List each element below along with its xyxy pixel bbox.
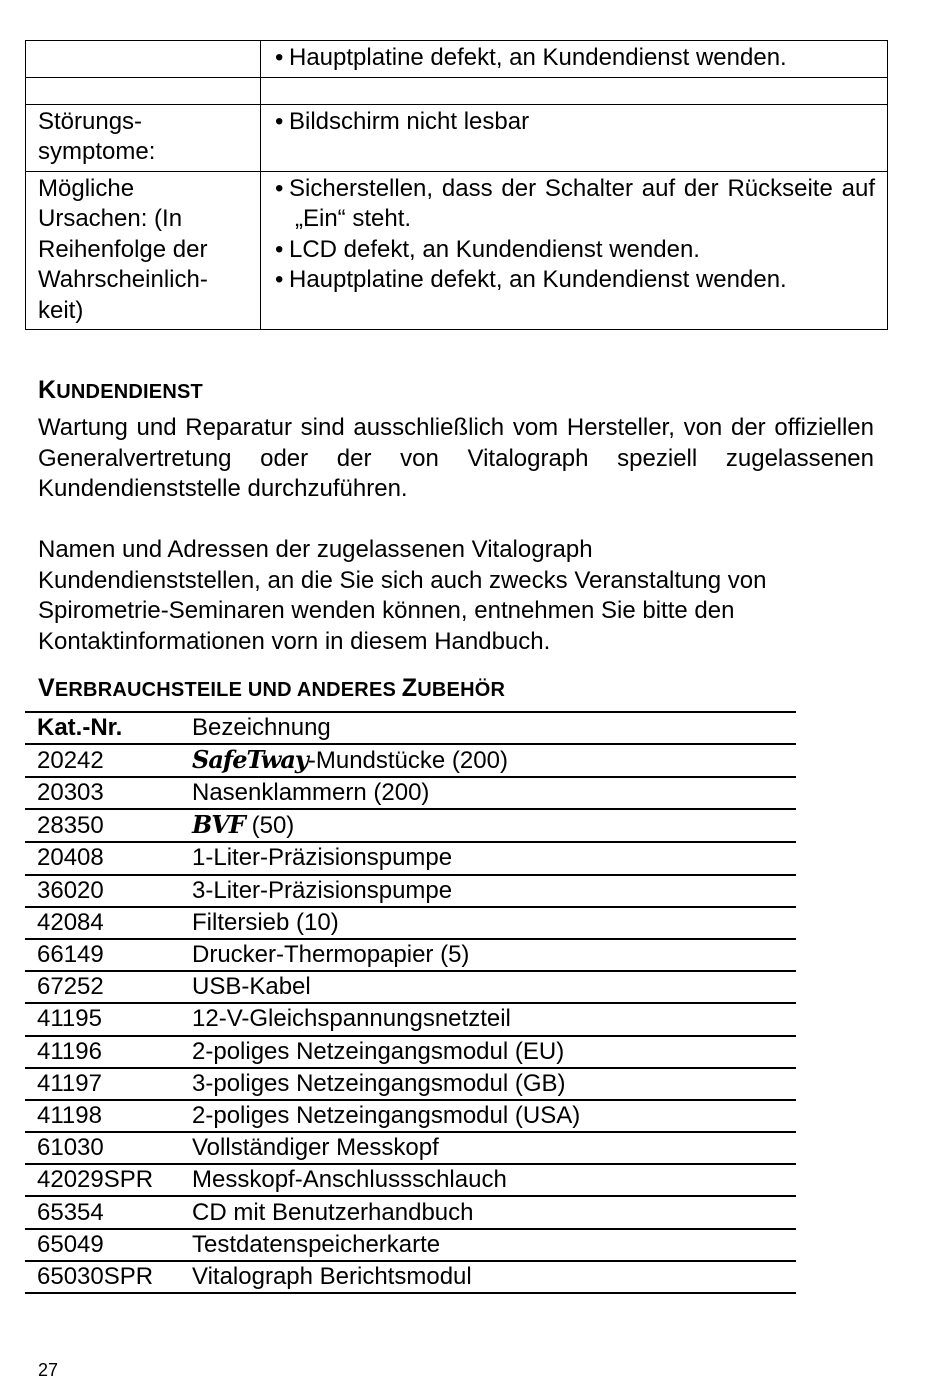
catalog-description [180,1164,796,1196]
heading-rest: UNDENDIENST [56,381,203,403]
list-item-text: Hauptplatine defekt, an Kundendienst wenden. [289,266,787,293]
paragraph-line: Spirometrie-Seminaren wenden können, entnehmen Sie bitte den [38,597,735,624]
description-text: Vollständiger Messkopf [192,1134,439,1162]
table-row [25,939,796,971]
catalog-description [180,809,796,842]
heading-initial: V [38,674,55,702]
catalog-number: 67252 [25,971,180,1003]
catalog-number: 65049 [25,1229,180,1261]
catalog-number: 41198 [25,1100,180,1132]
page-number: 27 [38,1360,59,1380]
table-cell [261,41,888,78]
description-text: Vitalograph Berichtsmodul [192,1262,472,1290]
description-text: USB-Kabel [192,973,311,1001]
table-row [25,875,796,907]
label-line: Mögliche [38,174,135,202]
section-heading-consumables [38,674,505,703]
causes-label [26,171,261,330]
table-row [25,907,796,939]
table-cell [261,77,888,104]
label-line: Störungs- [38,107,143,135]
catalog-description [180,744,796,777]
table-row [25,1261,796,1293]
table-row [25,1196,796,1228]
label-line: Reihenfolge der [38,235,208,263]
catalog-description [180,842,796,874]
catalog-table [25,711,796,1294]
table-row [25,744,796,777]
section-heading-service [38,376,203,405]
table-row [25,1100,796,1132]
table-row [25,1229,796,1261]
table-row [25,971,796,1003]
symptoms-label [26,104,261,171]
table-row [25,1036,796,1068]
brand-logo-text: BVF [192,810,245,840]
list-item [273,43,875,74]
catalog-description [180,777,796,809]
heading-rest: ERBRAUCHSTEILE UND ANDERES [54,679,402,701]
table-row [25,1068,796,1100]
catalog-number: 61030 [25,1132,180,1164]
table-header-row [25,712,796,744]
list-item [273,174,875,235]
table-row [25,1164,796,1196]
heading-initial: Z [401,674,418,702]
troubleshooting-table [25,40,888,330]
catalog-number: 20303 [25,777,180,809]
column-header-description: Bezeichnung [180,712,796,744]
table-row [26,77,888,104]
catalog-number: 66149 [25,939,180,971]
table-row [26,171,888,330]
table-row [25,809,796,842]
catalog-description [180,1229,796,1261]
description-text: 1-Liter-Präzisionspumpe [192,844,453,872]
list-item [273,235,875,266]
list-item-text: Sicherstellen, dass der Schalter auf der Rückseite auf „Ein“ steht. [289,174,875,232]
catalog-number: 42084 [25,907,180,939]
description-text: CD mit Benutzerhandbuch [192,1198,474,1226]
catalog-number: 36020 [25,875,180,907]
catalog-description [180,1196,796,1228]
list-item [273,107,875,138]
list-item [273,265,875,296]
label-line: symptome: [38,138,156,165]
brand-logo-text: SafeTway [192,745,308,775]
table-row [25,1132,796,1164]
heading-rest: UBEHÖR [417,679,506,701]
catalog-description [180,939,796,971]
label-line: Ursachen: (In [38,205,183,232]
catalog-number: 20408 [25,842,180,874]
table-row [25,777,796,809]
bullet-icon: • [275,266,284,293]
catalog-description [180,1132,796,1164]
service-contact-paragraph [38,535,874,657]
table-cell [261,104,888,171]
paragraph-line: Kundendienststellen, an die Sie sich auch zwecks Veranstaltung von [38,566,767,594]
catalog-number: 28350 [25,809,180,842]
bullet-icon: • [275,174,284,202]
catalog-description [180,1100,796,1132]
paragraph-line: Namen und Adressen der zugelassenen Vitalograph [38,536,593,563]
description-text: 2-poliges Netzeingangsmodul (EU) [192,1037,565,1065]
catalog-description [180,907,796,939]
heading-initial: K [38,376,57,404]
catalog-number: 65030SPR [25,1261,180,1293]
list-item-text: LCD defekt, an Kundendienst wenden. [289,235,700,263]
catalog-number: 41197 [25,1068,180,1100]
table-row [26,104,888,171]
catalog-number: 65354 [25,1196,180,1228]
table-cell [26,41,261,78]
description-text: 2-poliges Netzeingangsmodul (USA) [192,1101,581,1129]
description-text: Nasenklammern (200) [192,779,430,807]
catalog-description [180,1036,796,1068]
description-text: Filtersieb (10) [192,908,339,936]
catalog-description [180,1068,796,1100]
catalog-description [180,1261,796,1293]
description-text: -Mundstücke (200) [307,747,508,775]
catalog-description [180,875,796,907]
catalog-number: 20242 [25,744,180,777]
bullet-icon: • [275,44,284,71]
description-text: Messkopf-Anschlussschlauch [192,1166,507,1194]
catalog-number: 41196 [25,1036,180,1068]
list-item-text: Bildschirm nicht lesbar [289,107,530,135]
label-line: keit) [38,296,84,324]
description-text: Drucker-Thermopapier (5) [192,941,470,969]
catalog-number: 42029SPR [25,1164,180,1196]
table-row [25,842,796,874]
table-cell [261,171,888,330]
catalog-description [180,1003,796,1035]
paragraph-line: Kontaktinformationen vorn in diesem Handbuch. [38,627,551,655]
catalog-description [180,971,796,1003]
description-text: 3-Liter-Präzisionspumpe [192,876,453,904]
description-text: 3-poliges Netzeingangsmodul (GB) [192,1069,566,1097]
description-text: Testdatenspeicherkarte [192,1230,441,1258]
column-header-catno: Kat.-Nr. [25,712,180,744]
label-line: Wahrscheinlich- [38,266,208,293]
description-text: (50) [244,812,295,840]
catalog-number: 41195 [25,1003,180,1035]
table-row [25,1003,796,1035]
bullet-icon: • [275,235,284,263]
service-paragraph: Wartung und Reparatur sind ausschließlich vom Hersteller, von der offiziellen Generalvertretung oder der von Vitalograph speziell zugelassenen Kundendienststelle durchzuführen. [38,414,874,502]
table-row [26,41,888,78]
bullet-icon: • [275,107,284,135]
description-text: 12-V-Gleichspannungsnetzteil [192,1005,511,1033]
table-cell [26,77,261,104]
list-item-text: Hauptplatine defekt, an Kundendienst wenden. [289,44,787,71]
